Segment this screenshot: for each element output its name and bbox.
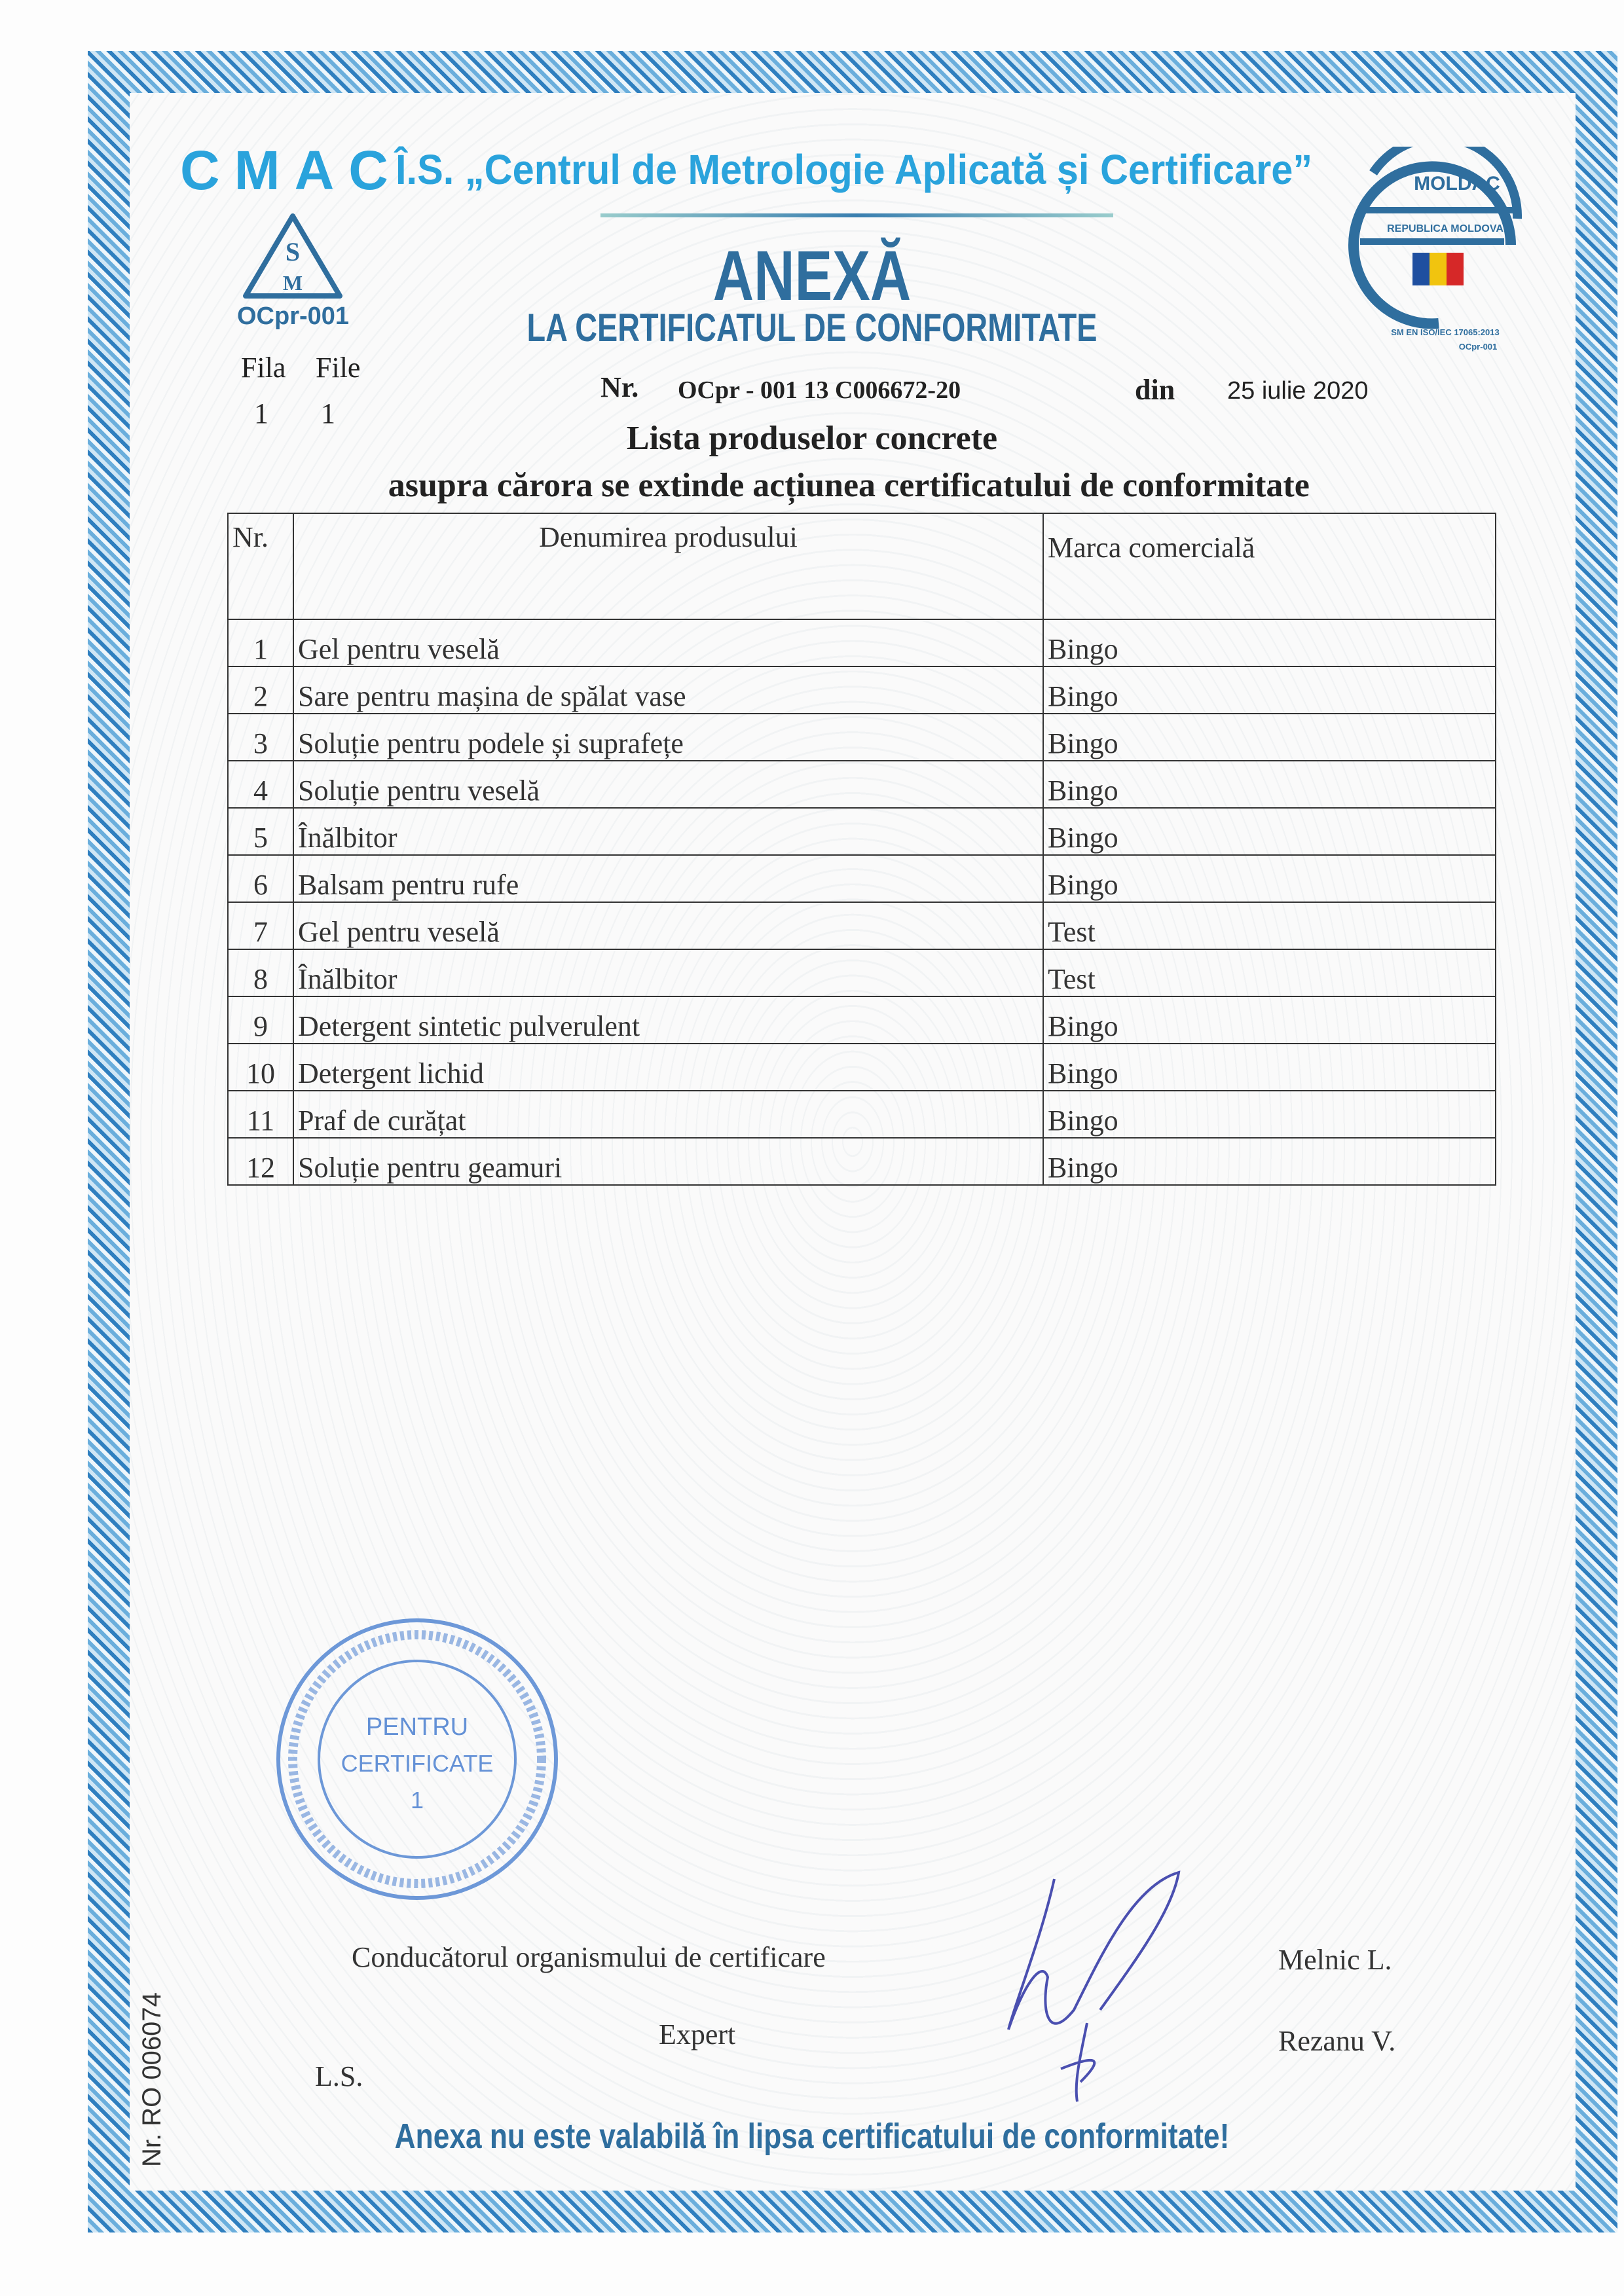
fila-value: 1	[254, 397, 268, 429]
products-table	[227, 513, 1496, 1186]
svg-text:1: 1	[410, 1787, 424, 1813]
table-row	[228, 902, 1496, 949]
list-title-line2: asupra cărora se extinde acțiunea certificatului de conformitate	[388, 467, 1310, 504]
row-number: 7	[228, 902, 293, 949]
product-name: Soluție pentru geamuri	[293, 1138, 1043, 1185]
header-nr: Nr.	[228, 513, 293, 619]
brand-name: Bingo	[1043, 996, 1496, 1044]
table-row	[228, 996, 1496, 1044]
brand-name: Bingo	[1043, 619, 1496, 666]
brand-name: Bingo	[1043, 1044, 1496, 1091]
expert-label: Expert	[659, 2018, 736, 2050]
moldac-name: MOLDAC	[1414, 173, 1500, 194]
row-number: 8	[228, 949, 293, 996]
brand-name: Test	[1043, 902, 1496, 949]
certificate-number: OCpr - 001 13 C006672-20	[678, 376, 961, 404]
table-row	[228, 808, 1496, 855]
expert-name: Rezanu V.	[1278, 2025, 1396, 2057]
product-name: Sare pentru mașina de spălat vase	[293, 666, 1043, 714]
header-brand: Marca comercială	[1043, 513, 1496, 619]
table-row	[228, 619, 1496, 666]
brand-name: Bingo	[1043, 666, 1496, 714]
table-row	[228, 761, 1496, 808]
row-number: 3	[228, 714, 293, 761]
row-number: 1	[228, 619, 293, 666]
table-row	[228, 855, 1496, 902]
file-value: 1	[321, 397, 335, 429]
row-number: 6	[228, 855, 293, 902]
brand-name: Bingo	[1043, 761, 1496, 808]
serial-number: Nr. RO 006074	[138, 1992, 166, 2167]
file-label: File	[316, 352, 361, 384]
cmac-logo: CMAC	[180, 139, 403, 201]
product-name: Gel pentru veselă	[293, 902, 1043, 949]
svg-text:SM EN ISO/IEC 17065:2013: SM EN ISO/IEC 17065:2013	[1391, 327, 1500, 337]
organization-name: Î.S. „Centrul de Metrologie Aplicată și Certificare”	[396, 146, 1313, 193]
din-label: din	[1135, 374, 1175, 406]
svg-text:S: S	[285, 237, 301, 266]
list-title-line1: Lista produselor concrete	[626, 420, 998, 457]
table-row	[228, 949, 1496, 996]
product-name: Detergent sintetic pulverulent	[293, 996, 1043, 1044]
product-name: Înălbitor	[293, 949, 1043, 996]
row-number: 10	[228, 1044, 293, 1091]
table-row	[228, 666, 1496, 714]
svg-text:REPUBLICA MOLDOVA: REPUBLICA MOLDOVA	[1387, 223, 1504, 234]
row-number: 12	[228, 1138, 293, 1185]
row-number: 2	[228, 666, 293, 714]
product-name: Balsam pentru rufe	[293, 855, 1043, 902]
document-subtitle: LA CERTIFICATUL DE CONFORMITATE	[526, 306, 1098, 350]
product-name: Gel pentru veselă	[293, 619, 1043, 666]
sm-code: OCpr-001	[237, 302, 350, 330]
product-name: Înălbitor	[293, 808, 1043, 855]
title-divider	[600, 213, 1113, 217]
header-product-name: Denumirea produsului	[293, 513, 1043, 619]
table-row	[228, 714, 1496, 761]
validity-note: Anexa nu este valabilă în lipsa certificatului de conformitate!	[394, 2117, 1230, 2156]
table-header-row	[228, 513, 1496, 619]
brand-name: Bingo	[1043, 1091, 1496, 1138]
moldac-logo	[1347, 147, 1530, 354]
svg-text:M: M	[282, 271, 303, 295]
svg-text:OCpr-001: OCpr-001	[1458, 342, 1498, 352]
brand-name: Bingo	[1043, 1138, 1496, 1185]
svg-text:CERTIFICATE: CERTIFICATE	[341, 1750, 494, 1777]
official-stamp	[275, 1617, 559, 1901]
row-number: 9	[228, 996, 293, 1044]
product-name: Detergent lichid	[293, 1044, 1043, 1091]
svg-text:PENTRU: PENTRU	[365, 1713, 469, 1741]
product-name: Praf de curățat	[293, 1091, 1043, 1138]
ls-label: L.S.	[315, 2060, 363, 2092]
row-number: 4	[228, 761, 293, 808]
nr-label: Nr.	[600, 371, 639, 403]
brand-name: Bingo	[1043, 714, 1496, 761]
brand-name: Bingo	[1043, 855, 1496, 902]
brand-name: Bingo	[1043, 808, 1496, 855]
brand-name: Test	[1043, 949, 1496, 996]
row-number: 11	[228, 1091, 293, 1138]
fila-label: Fila	[241, 352, 286, 384]
head-signatory-label: Conducătorul organismului de certificare	[352, 1941, 826, 1973]
product-name: Soluție pentru podele și suprafețe	[293, 714, 1043, 761]
row-number: 5	[228, 808, 293, 855]
document-title: ANEXĂ	[712, 236, 912, 315]
table-row	[228, 1091, 1496, 1138]
table-row	[228, 1044, 1496, 1091]
handwritten-signatures	[1002, 1859, 1198, 2108]
table-row	[228, 1138, 1496, 1185]
sm-conformity-mark-icon	[242, 212, 344, 300]
head-signatory-name: Melnic L.	[1278, 1944, 1392, 1976]
product-name: Soluție pentru veselă	[293, 761, 1043, 808]
certificate-date: 25 iulie 2020	[1227, 377, 1369, 405]
